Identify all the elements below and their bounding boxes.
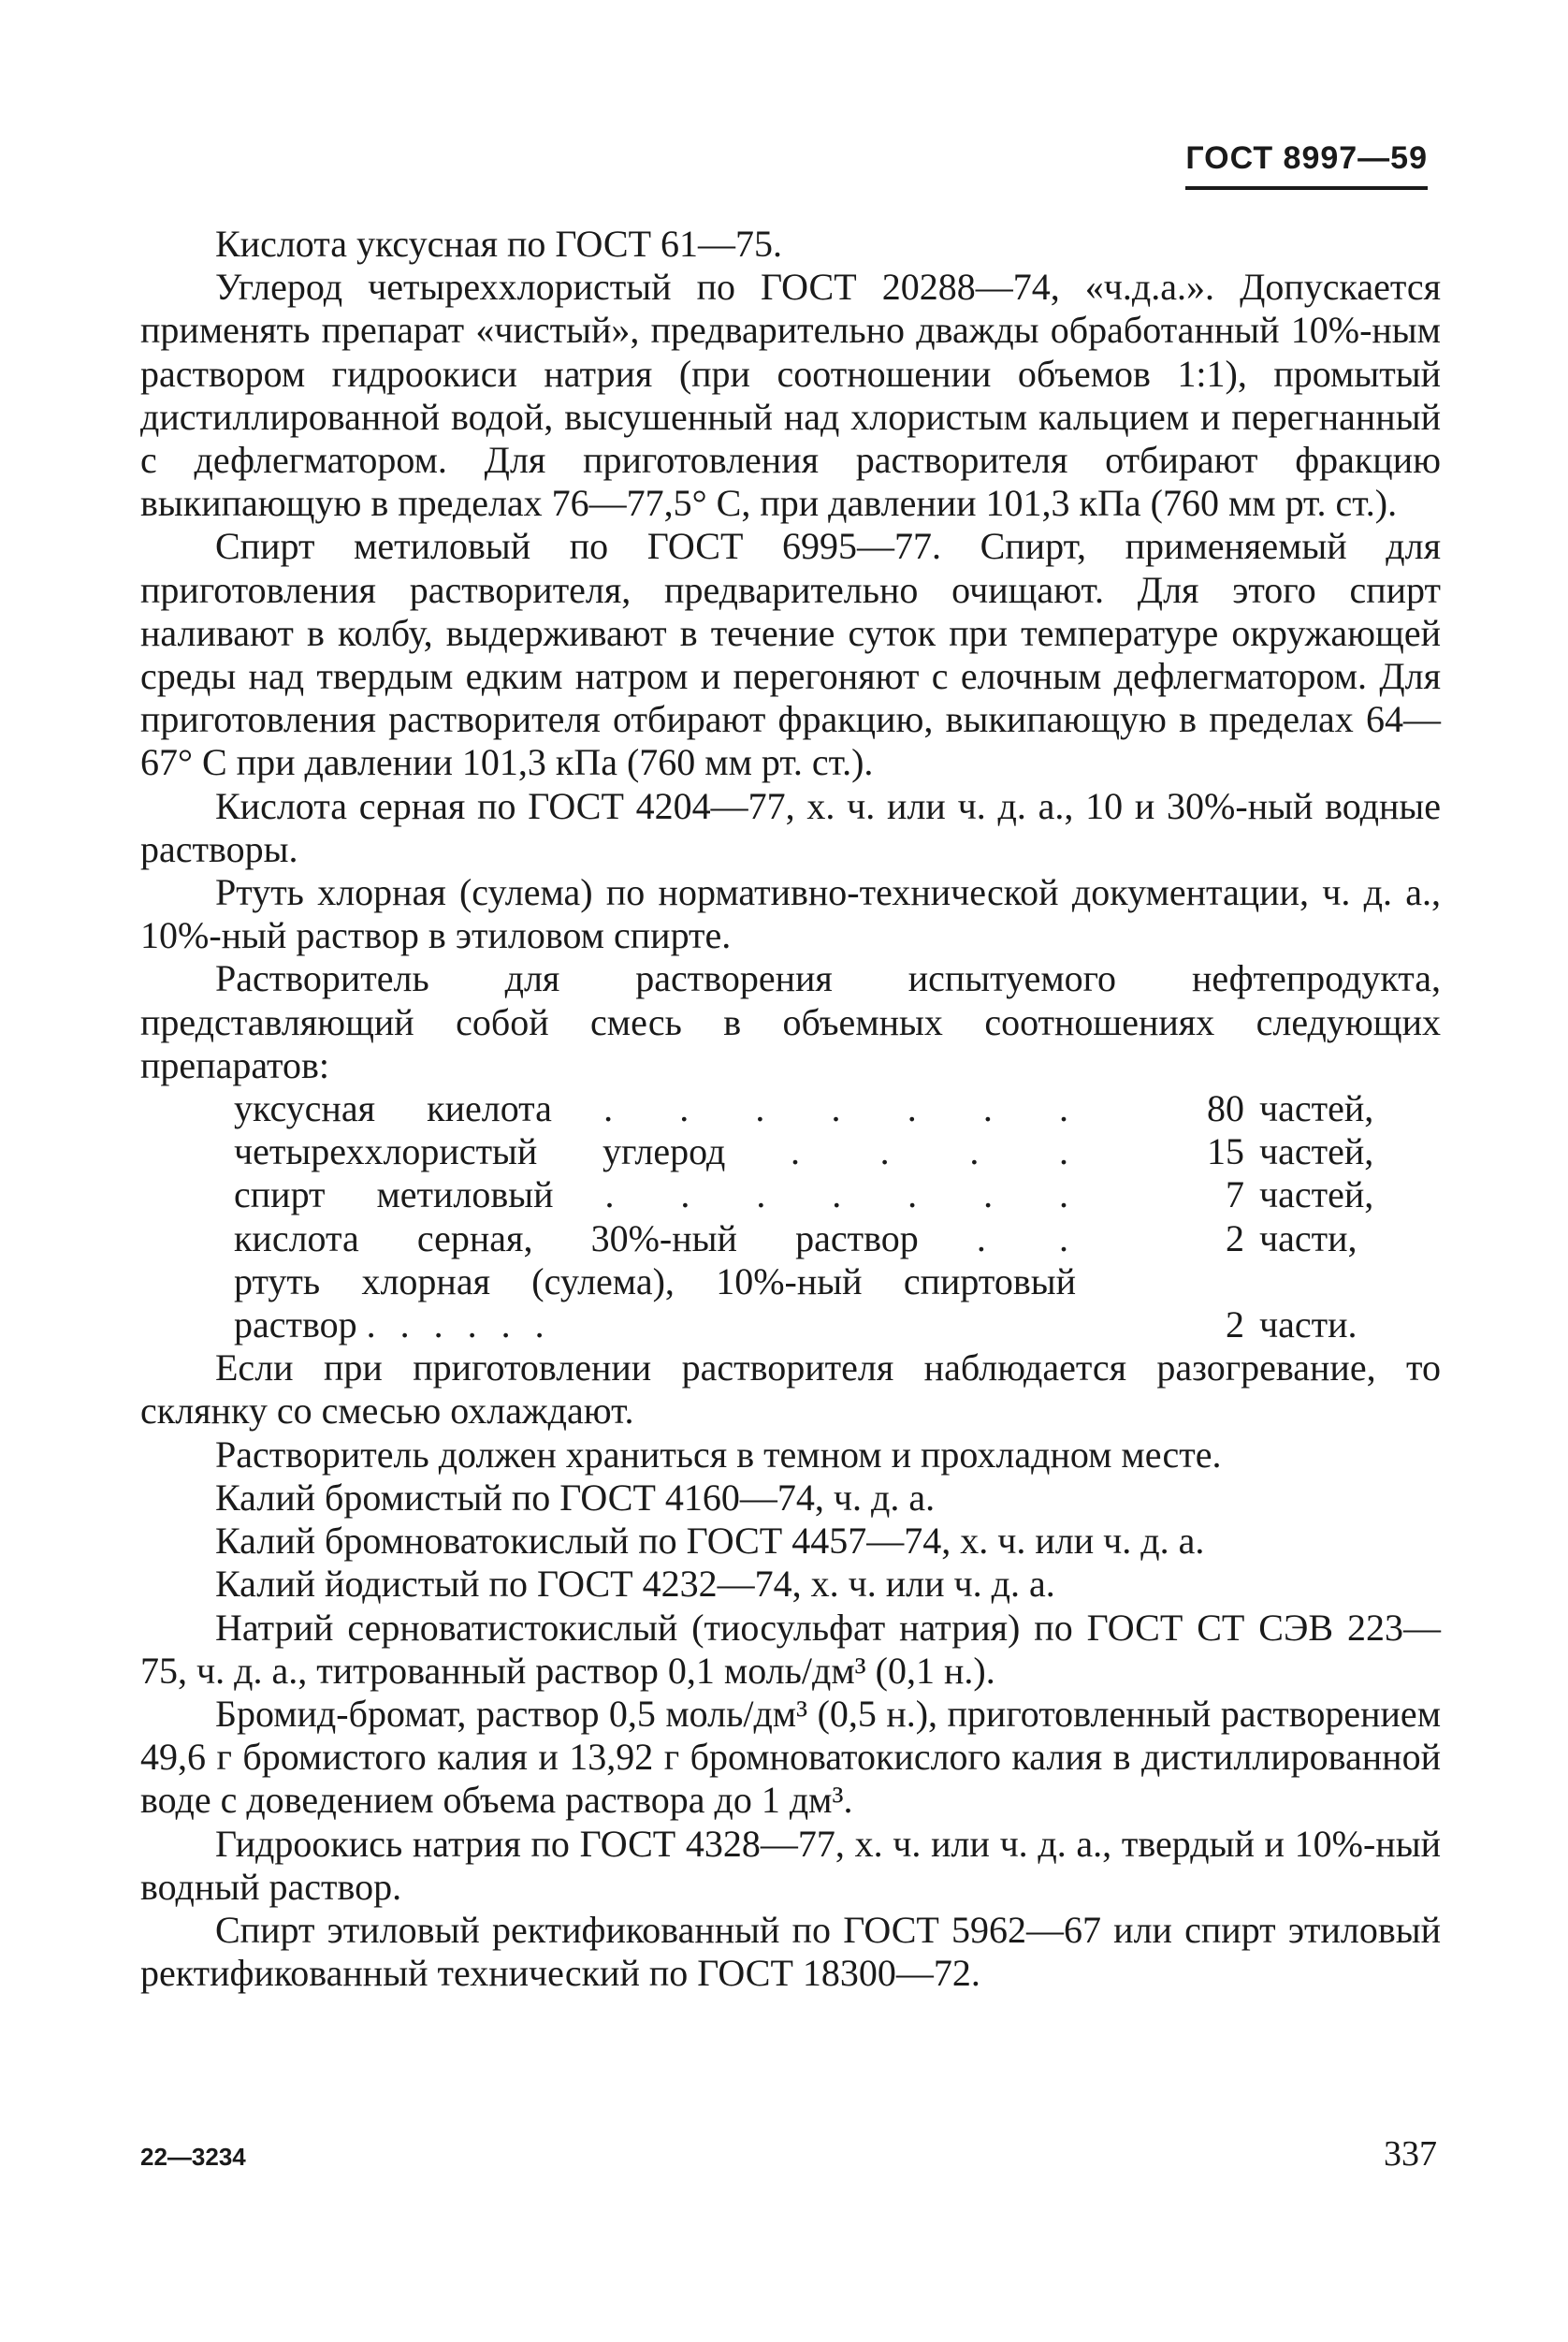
paragraph-acetic-acid: Кислота уксусная по ГОСТ 61—75. <box>215 223 782 265</box>
leader-dots: . . . . . . <box>366 1303 552 1346</box>
paragraph-ethyl-alcohol: Спирт этиловый ректификованный по ГОСТ 5962—67 или спирт этиловый ректификованный технический по ГОСТ 18300—72. <box>140 1908 1441 1995</box>
composition-row <box>234 1173 1373 1216</box>
leader-dots: . . . . . . . <box>603 1087 1077 1130</box>
composition-name <box>234 1173 1076 1216</box>
page-header-doc-code: ГОСТ 8997—59 <box>1185 140 1428 190</box>
footer-page-number: 337 <box>1384 2134 1437 2174</box>
paragraph-carbon-tetrachloride: Углерод четыреххлористый по ГОСТ 20288—74, «ч.д.а.». Допускается применять препарат «чистый», предварительно дважды обработанный 10%-ным раствором гидроокиси натрия (при соотношении объемов 1:1), промытый дистиллированной водой, высушенный над хлористым кальцием и перегнанный с дефлегматором. Для приготовления растворителя отбирают фракцию выкипающую в пределах 76—77,5° С, при давлении 101,3 кПа (760 мм рт. ст.). <box>140 266 1441 525</box>
composition-name-text: кислота серная, 30%-ный раствор <box>234 1216 919 1259</box>
composition-unit: части. <box>1259 1303 1357 1346</box>
composition-amount: 15 <box>1207 1130 1244 1173</box>
paragraph-sulfuric-acid: Кислота серная по ГОСТ 4204—77, х. ч. или ч. д. а., 10 и 30%-ный водные растворы. <box>140 784 1441 870</box>
composition-name <box>234 1217 1076 1260</box>
leader-dots: . . . . <box>791 1130 1077 1173</box>
composition-amount: 2 <box>1226 1303 1244 1346</box>
paragraph-sodium-hydroxide: Гидроокись натрия по ГОСТ 4328—77, х. ч. или ч. д. а., твердый и 10%-ный водный раствор. <box>140 1822 1441 1908</box>
composition-row <box>234 1260 1373 1346</box>
composition-unit: частей, <box>1259 1130 1374 1173</box>
composition-name-text: уксусная киелота <box>234 1087 552 1130</box>
composition-name-text: ртуть хлорная (сулема), 10%-ный спиртовый раствор <box>234 1259 1076 1346</box>
composition-unit: части, <box>1259 1216 1357 1259</box>
document-body <box>140 223 1441 1995</box>
paragraph-mercury-chloride: Ртуть хлорная (сулема) по нормативно-технической документации, ч. д. а., 10%-ный раствор в этиловом спирте. <box>140 871 1441 957</box>
paragraph-bromide-bromate: Бромид-бромат, раствор 0,5 моль/дм³ (0,5 н.), приготовленный растворением 49,6 г бромистого калия и 13,92 г бромноватокислого калия в дистиллированной воде с доведением объема раствора до 1 дм³. <box>140 1692 1441 1822</box>
solvent-composition-table <box>234 1087 1373 1346</box>
composition-name <box>234 1130 1076 1173</box>
composition-row <box>234 1087 1373 1130</box>
composition-amount: 7 <box>1226 1173 1244 1216</box>
paragraph-storage-note: Растворитель должен храниться в темном и прохладном месте. <box>215 1433 1222 1476</box>
composition-row <box>234 1217 1373 1260</box>
composition-row <box>234 1130 1373 1173</box>
paragraph-potassium-iodide: Калий йодистый по ГОСТ 4232—74, х. ч. или ч. д. а. <box>215 1563 1055 1606</box>
leader-dots: . . <box>976 1216 1077 1259</box>
paragraph-sodium-thiosulfate: Натрий серноватистокислый (тиосульфат натрия) по ГОСТ СТ СЭВ 223—75, ч. д. а., титрованный раствор 0,1 моль/дм³ (0,1 н.). <box>140 1606 1441 1692</box>
composition-unit: частей, <box>1259 1087 1374 1130</box>
composition-name <box>234 1260 1076 1346</box>
paragraph-methyl-alcohol: Спирт метиловый по ГОСТ 6995—77. Спирт, применяемый для приготовления растворителя, предварительно очищают. Для этого спирт наливают в колбу, выдерживают в течение суток при температуре окружающей среды над твердым едким натром и перегоняют с елочным дефлегматором. Для приготовления растворителя отбирают фракцию, выкипающую в пределах 64—67° С при давлении 101,3 кПа (760 мм рт. ст.). <box>140 525 1441 784</box>
paragraph-heating-note: Если при приготовлении растворителя наблюдается разогревание, то склянку со смесью охлаждают. <box>140 1346 1441 1433</box>
paragraph-potassium-bromide: Калий бромистый по ГОСТ 4160—74, ч. д. а. <box>215 1476 936 1519</box>
composition-amount: 2 <box>1226 1216 1244 1259</box>
composition-unit: частей, <box>1259 1173 1374 1216</box>
leader-dots: . . . . . . . <box>604 1173 1077 1216</box>
footer-print-code: 22—3234 <box>140 2143 246 2171</box>
paragraph-solvent-intro: Растворитель для растворения испытуемого нефтепродукта, представляющий собой смесь в объемных соотношениях следующих препаратов: <box>140 957 1441 1086</box>
composition-name-text: четыреххлористый углерод <box>234 1130 726 1173</box>
composition-amount: 80 <box>1207 1087 1244 1130</box>
composition-name-text: спирт метиловый <box>234 1173 554 1216</box>
paragraph-potassium-bromate: Калий бромноватокислый по ГОСТ 4457—74, х. ч. или ч. д. а. <box>215 1520 1205 1563</box>
composition-name <box>234 1087 1076 1130</box>
